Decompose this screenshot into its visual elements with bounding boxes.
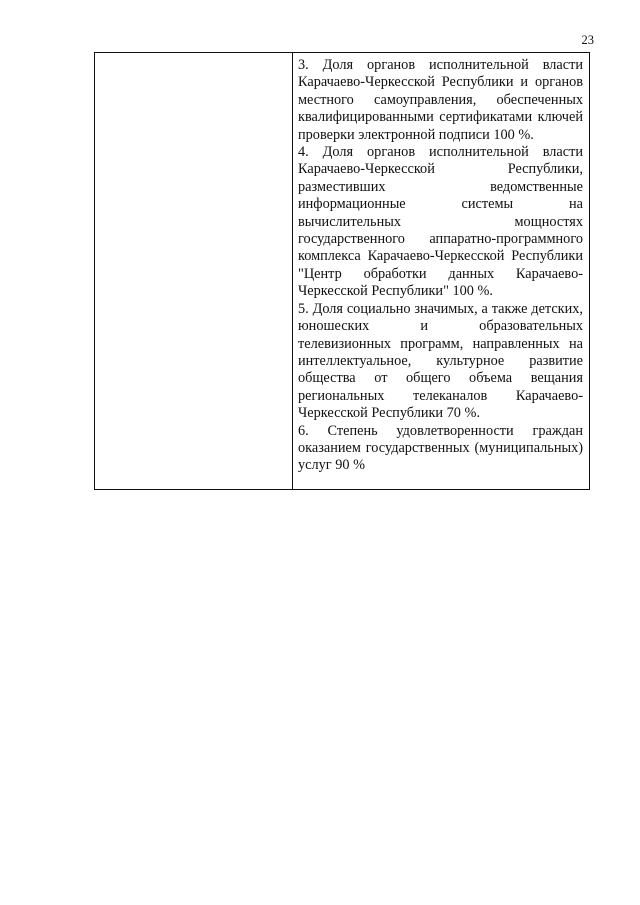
indicator-item-5: 5. Доля социально значимых, а также детских, юношеских и образовательных телевизионных программ, направленных на интеллектуальное, культурное развитие общества от общего объема вещания региональных телеканалов Карачаево-Черкесской Республики 70 %. [298,300,583,422]
indicator-item-4: 4. Доля органов исполнительной власти Карачаево-Черкесской Республики, разместивших ведомственные информационные системы на вычислительных мощностях государственного аппаратно-программного комплекса Карачаево-Черкесской Республики "Центр обработки данных Карачаево-Черкесской Республики" 100 %. [298,144,583,300]
page-number: 23 [581,33,594,47]
indicator-item-6: 6. Степень удовлетворенности граждан оказанием государственных (муниципальных) услуг 90 % [298,422,583,474]
indicator-item-3: 3. Доля органов исполнительной власти Карачаево-Черкесской Республики и органов местного самоуправления, обеспеченных квалифицированными сертификатами ключей проверки электронной подписи 100 %. [298,57,583,143]
table-left-cell [95,53,293,489]
table-right-cell [293,53,589,489]
indicators-table [94,52,590,490]
